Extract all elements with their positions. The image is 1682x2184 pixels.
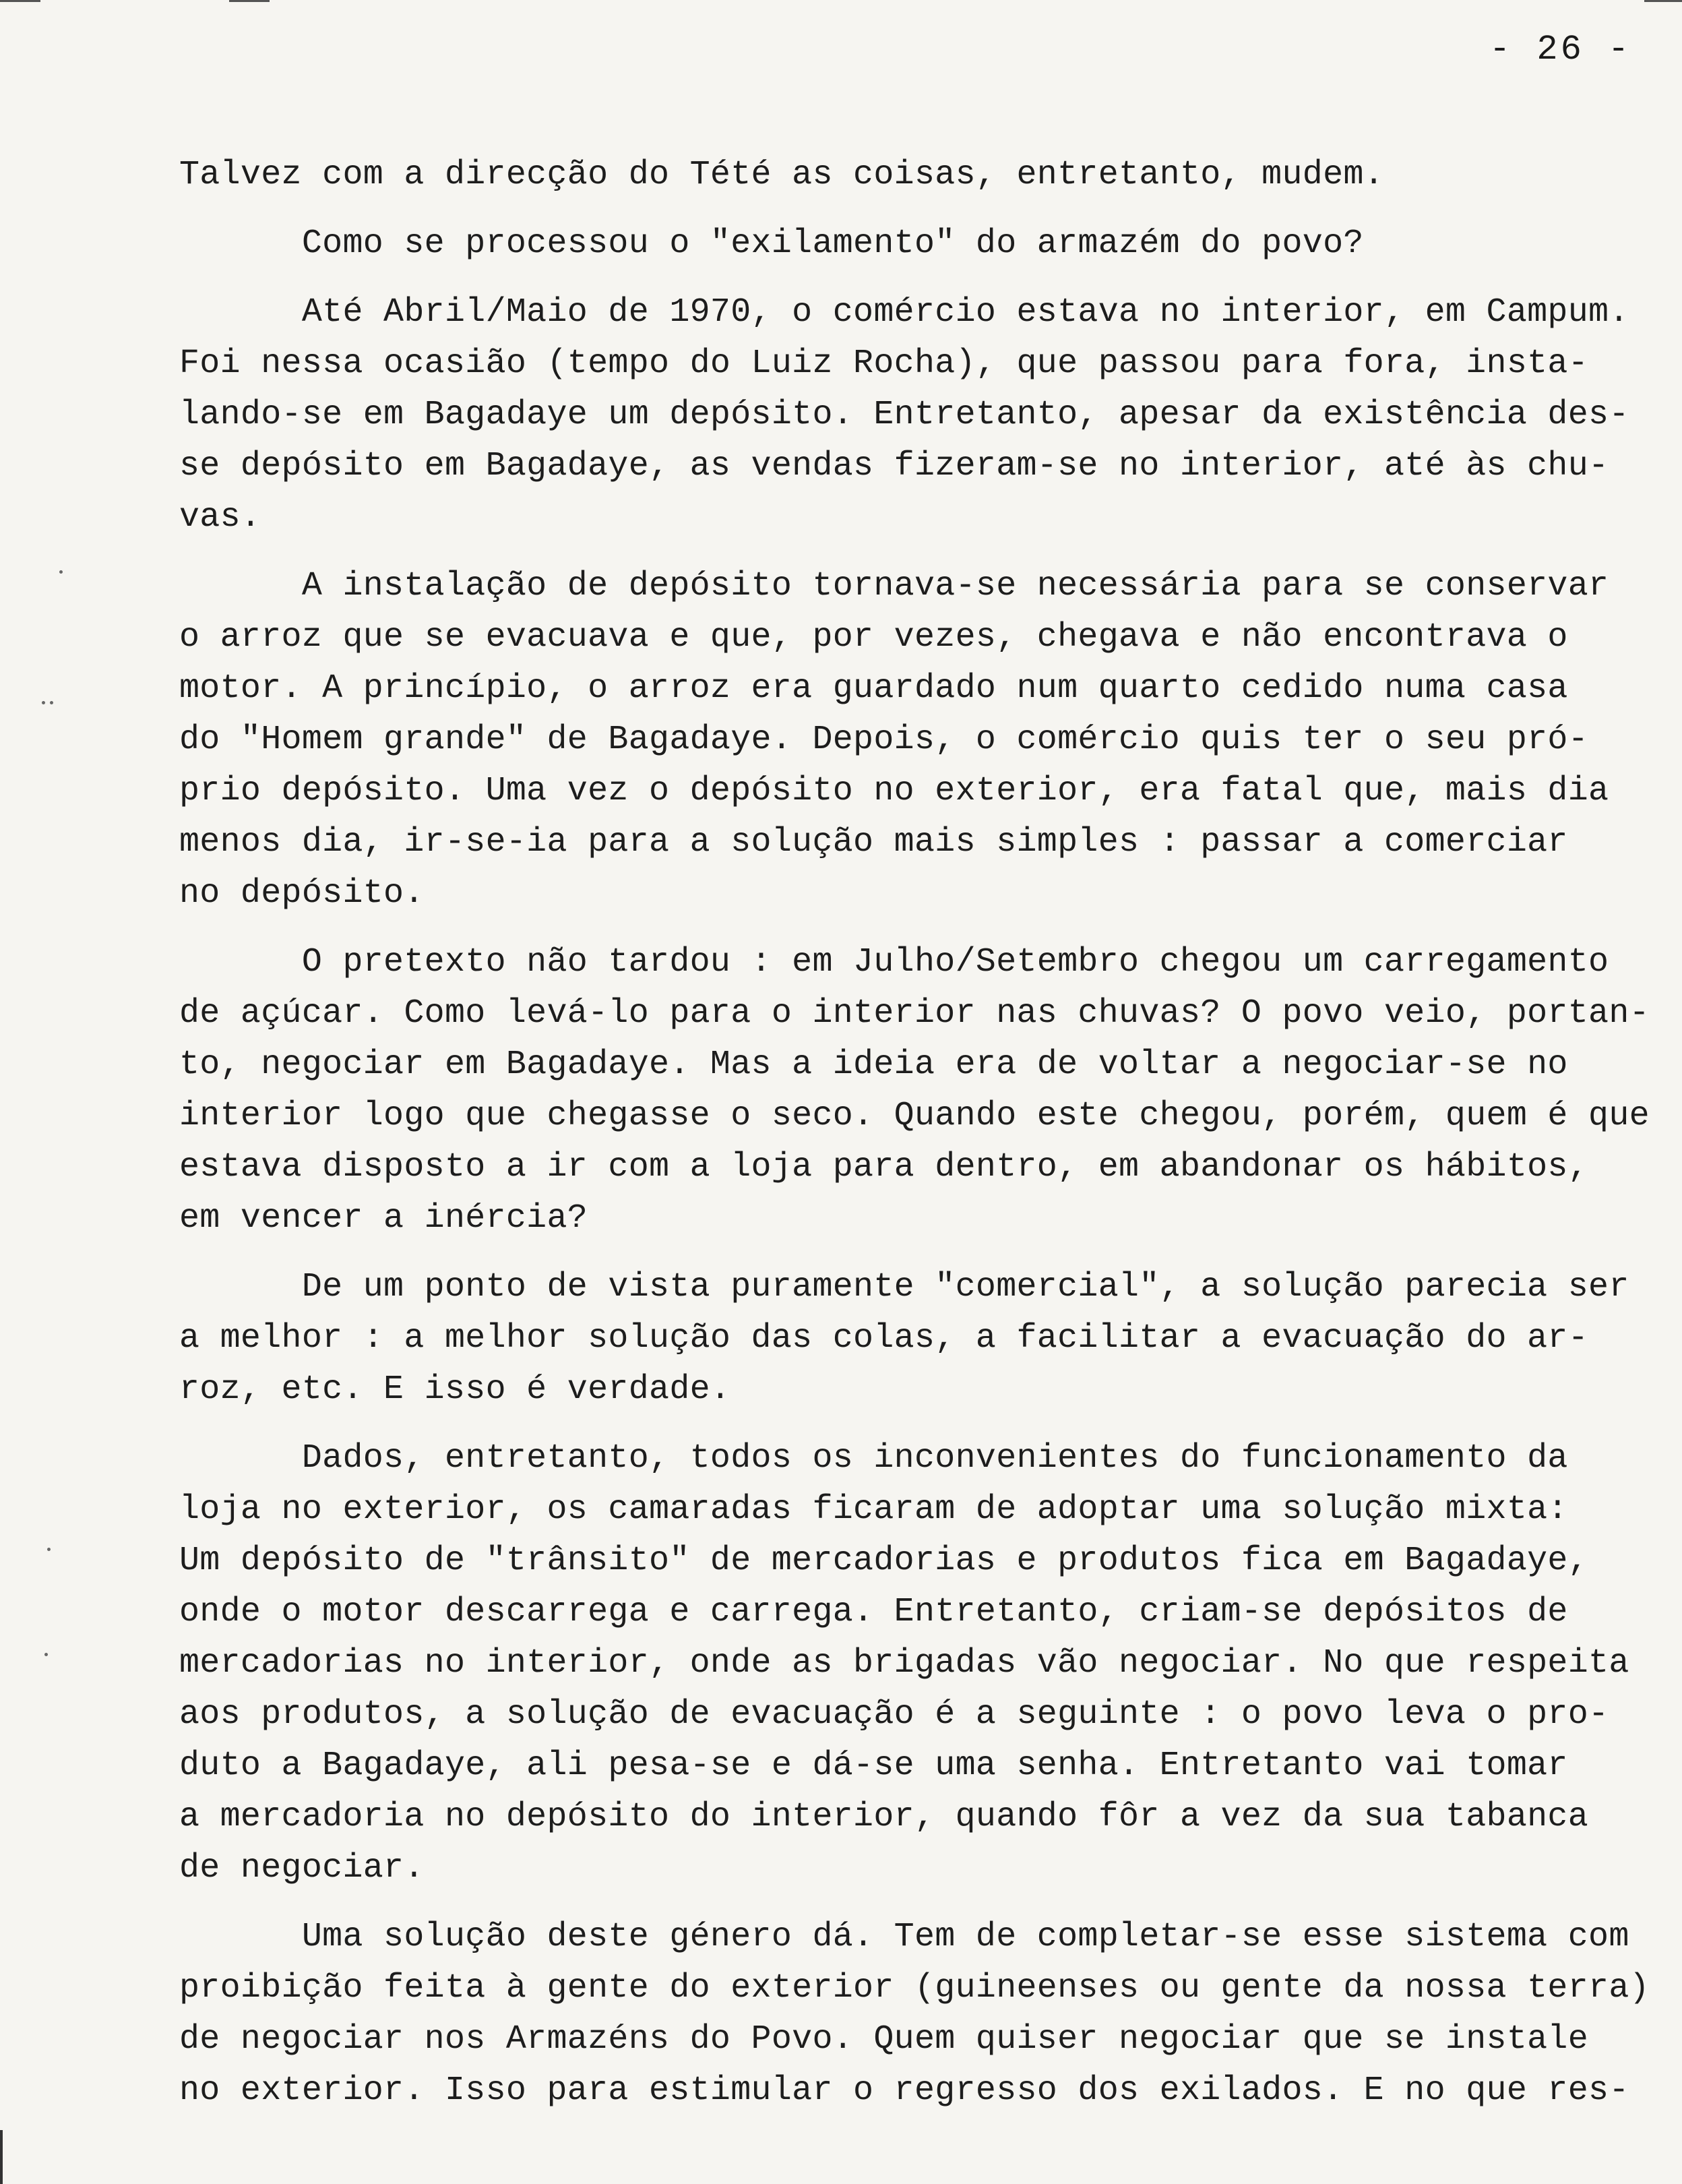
text-line: de negociar. bbox=[179, 1849, 425, 1887]
text-line: no exterior. Isso para estimular o regresso dos exilados. E no que res- bbox=[179, 2071, 1629, 2110]
text-line: Dados, entretanto, todos os inconvenientes do funcionamento da bbox=[179, 1439, 1568, 1478]
text-line: a mercadoria no depósito do interior, quando fôr a vez da sua tabanca bbox=[179, 1798, 1589, 1836]
paragraph bbox=[179, 1433, 1662, 1894]
margin-speck bbox=[44, 1653, 48, 1656]
text-line: do "Homem grande" de Bagadaye. Depois, o comércio quis ter o seu pró- bbox=[179, 721, 1589, 759]
text-line: A instalação de depósito tornava-se necessária para se conservar bbox=[179, 567, 1609, 605]
text-line: Talvez com a direcção do Tété as coisas, entretanto, mudem. bbox=[179, 156, 1384, 194]
paragraph bbox=[179, 218, 1662, 270]
text-line: vas. bbox=[179, 498, 261, 537]
text-line: se depósito em Bagadaye, as vendas fizeram-se no interior, até às chu- bbox=[179, 447, 1609, 485]
text-line: de açúcar. Como levá-lo para o interior nas chuvas? O povo veio, portan- bbox=[179, 994, 1650, 1033]
text-line: Como se processou o "exilamento" do armazém do povo? bbox=[179, 224, 1364, 263]
top-edge-mark bbox=[1644, 0, 1682, 2]
text-line: prio depósito. Uma vez o depósito no exterior, era fatal que, mais dia bbox=[179, 772, 1609, 810]
margin-speck bbox=[42, 701, 45, 704]
text-line: interior logo que chegasse o seco. Quando este chegou, porém, quem é que bbox=[179, 1097, 1650, 1135]
text-line: Até Abril/Maio de 1970, o comércio estava no interior, em Campum. bbox=[179, 293, 1629, 332]
text-line: aos produtos, a solução de evacuação é a seguinte : o povo leva o pro- bbox=[179, 1695, 1609, 1734]
paragraph bbox=[179, 561, 1662, 919]
text-line: proibição feita à gente do exterior (guineenses ou gente da nossa terra) bbox=[179, 1969, 1650, 2007]
text-line: no depósito. bbox=[179, 874, 425, 913]
text-line: Foi nessa ocasião (tempo do Luiz Rocha), que passou para fora, insta- bbox=[179, 344, 1589, 383]
paragraph bbox=[179, 1262, 1662, 1416]
text-line: O pretexto não tardou : em Julho/Setembro chegou um carregamento bbox=[179, 943, 1609, 981]
text-line: onde o motor descarrega e carrega. Entretanto, criam-se depósitos de bbox=[179, 1593, 1568, 1631]
paragraph bbox=[179, 287, 1662, 543]
text-line: mercadorias no interior, onde as brigadas vão negociar. No que respeita bbox=[179, 1644, 1629, 1682]
text-line: lando-se em Bagadaye um depósito. Entretanto, apesar da existência des- bbox=[179, 396, 1629, 434]
text-line: a melhor : a melhor solução das colas, a facilitar a evacuação do ar- bbox=[179, 1319, 1589, 1358]
margin-speck bbox=[47, 1548, 51, 1551]
text-line: Uma solução deste género dá. Tem de completar-se esse sistema com bbox=[179, 1918, 1629, 1956]
paragraph bbox=[179, 937, 1662, 1244]
binding-edge-mark bbox=[0, 2130, 18, 2184]
text-line: de negociar nos Armazéns do Povo. Quem quiser negociar que se instale bbox=[179, 2020, 1589, 2059]
text-line: roz, etc. E isso é verdade. bbox=[179, 1370, 731, 1409]
top-edge-mark bbox=[0, 0, 40, 2]
text-line: o arroz que se evacuava e que, por vezes, chegava e não encontrava o bbox=[179, 618, 1568, 657]
typewritten-text bbox=[179, 150, 1662, 2117]
text-line: menos dia, ir-se-ia para a solução mais simples : passar a comerciar bbox=[179, 823, 1568, 861]
text-line: em vencer a inércia? bbox=[179, 1199, 588, 1238]
text-line: to, negociar em Bagadaye. Mas a ideia era de voltar a negociar-se no bbox=[179, 1045, 1568, 1084]
text-line: Um depósito de "trânsito" de mercadorias e produtos fica em Bagadaye, bbox=[179, 1542, 1589, 1580]
text-line: estava disposto a ir com a loja para dentro, em abandonar os hábitos, bbox=[179, 1148, 1589, 1186]
paragraph bbox=[179, 150, 1662, 201]
margin-speck bbox=[59, 570, 63, 574]
text-line: duto a Bagadaye, ali pesa-se e dá-se uma senha. Entretanto vai tomar bbox=[179, 1747, 1568, 1785]
text-line: motor. A princípio, o arroz era guardado num quarto cedido numa casa bbox=[179, 669, 1568, 708]
paragraph bbox=[179, 1912, 1662, 2117]
top-edge-mark bbox=[229, 0, 270, 2]
text-line: De um ponto de vista puramente "comercial", a solução parecia ser bbox=[179, 1268, 1629, 1306]
page-number: - 26 - bbox=[1489, 30, 1632, 69]
margin-speck bbox=[50, 701, 53, 704]
text-line: loja no exterior, os camaradas ficaram de adoptar uma solução mixta: bbox=[179, 1490, 1568, 1529]
